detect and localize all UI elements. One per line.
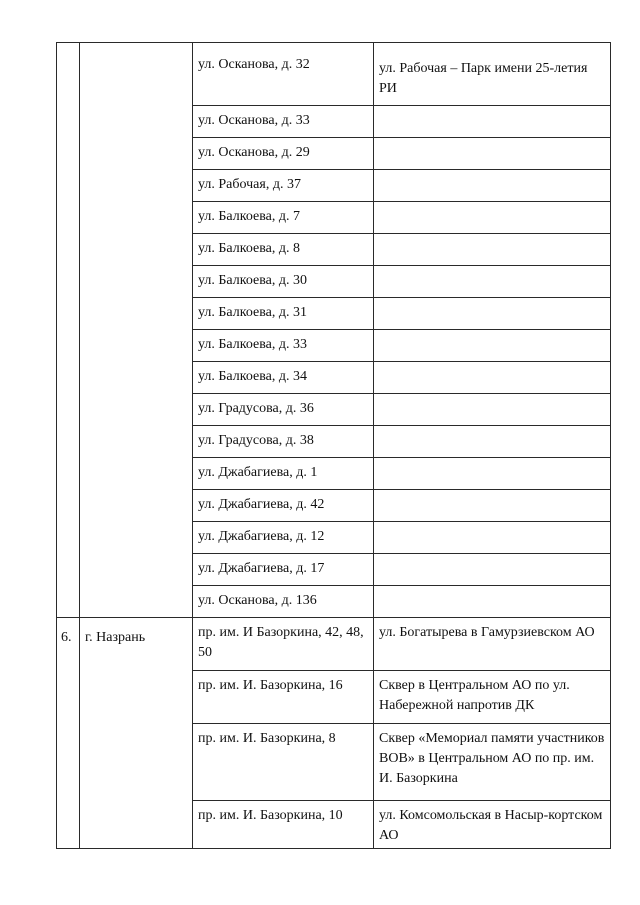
place-cell [374, 426, 611, 458]
address-cell [193, 202, 374, 234]
address-text: ул. Джабагиева, д. 12 [198, 529, 325, 544]
number-cell [57, 43, 80, 618]
address-text: ул. Балкоева, д. 31 [198, 305, 307, 320]
place-cell [374, 106, 611, 138]
place-cell [374, 266, 611, 298]
address-cell [193, 618, 374, 671]
place-text: ул. Комсомольская в Насыр-кортском АО [379, 808, 603, 843]
address-text: ул. Балкоева, д. 30 [198, 273, 307, 288]
place-text: ул. Богатырева в Гамурзиевском АО [379, 625, 595, 640]
place-text: ул. Рабочая – Парк имени 25-летия РИ [379, 61, 588, 96]
address-cell [193, 298, 374, 330]
place-cell [374, 43, 611, 106]
place-cell [374, 458, 611, 490]
place-cell [374, 554, 611, 586]
address-cell [193, 426, 374, 458]
address-text: ул. Осканова, д. 29 [198, 145, 310, 160]
place-text: Сквер «Мемориал памяти участников ВОВ» в Центральном АО по пр. им. И. Базоркина [379, 731, 605, 786]
place-cell [374, 671, 611, 724]
place-cell [374, 202, 611, 234]
place-cell [374, 724, 611, 801]
address-cell [193, 170, 374, 202]
address-text: пр. им. И. Базоркина, 16 [198, 678, 343, 693]
addresses-table [56, 42, 611, 849]
address-text: ул. Балкоева, д. 33 [198, 337, 307, 352]
place-cell [374, 170, 611, 202]
place-cell [374, 586, 611, 618]
address-cell [193, 490, 374, 522]
place-cell [374, 522, 611, 554]
address-cell [193, 394, 374, 426]
place-cell [374, 490, 611, 522]
place-text: Сквер в Центральном АО по ул. Набережной напротив ДК [379, 678, 570, 713]
address-text: ул. Осканова, д. 136 [198, 593, 317, 608]
address-cell [193, 522, 374, 554]
number-cell [57, 618, 80, 849]
place-cell [374, 298, 611, 330]
address-text: пр. им. И. Базоркина, 10 [198, 808, 343, 823]
address-text: ул. Балкоева, д. 34 [198, 369, 307, 384]
place-cell [374, 234, 611, 266]
address-cell [193, 43, 374, 106]
place-cell [374, 330, 611, 362]
row-number: 6. [61, 630, 72, 645]
table-row [57, 618, 611, 671]
address-cell [193, 106, 374, 138]
city-cell [80, 618, 193, 849]
place-cell [374, 618, 611, 671]
place-cell [374, 362, 611, 394]
address-text: пр. им. И Базоркина, 42, 48, 50 [198, 625, 364, 660]
address-text: ул. Балкоева, д. 8 [198, 241, 300, 256]
address-cell [193, 586, 374, 618]
address-cell [193, 234, 374, 266]
place-cell [374, 801, 611, 849]
address-text: ул. Градусова, д. 36 [198, 401, 314, 416]
address-cell [193, 362, 374, 394]
address-text: ул. Балкоева, д. 7 [198, 209, 300, 224]
place-cell [374, 138, 611, 170]
address-cell [193, 724, 374, 801]
place-cell [374, 394, 611, 426]
address-text: ул. Джабагиева, д. 42 [198, 497, 325, 512]
address-text: ул. Осканова, д. 32 [198, 57, 310, 72]
address-cell [193, 671, 374, 724]
table-row [57, 43, 611, 106]
address-cell [193, 554, 374, 586]
address-text: ул. Джабагиева, д. 1 [198, 465, 318, 480]
address-text: ул. Осканова, д. 33 [198, 113, 310, 128]
address-cell [193, 266, 374, 298]
address-text: ул. Рабочая, д. 37 [198, 177, 301, 192]
address-text: ул. Градусова, д. 38 [198, 433, 314, 448]
address-text: пр. им. И. Базоркина, 8 [198, 731, 336, 746]
address-text: ул. Джабагиева, д. 17 [198, 561, 325, 576]
address-cell [193, 801, 374, 849]
city-name: г. Назрань [85, 630, 146, 645]
address-cell [193, 138, 374, 170]
city-cell [80, 43, 193, 618]
address-cell [193, 458, 374, 490]
address-cell [193, 330, 374, 362]
